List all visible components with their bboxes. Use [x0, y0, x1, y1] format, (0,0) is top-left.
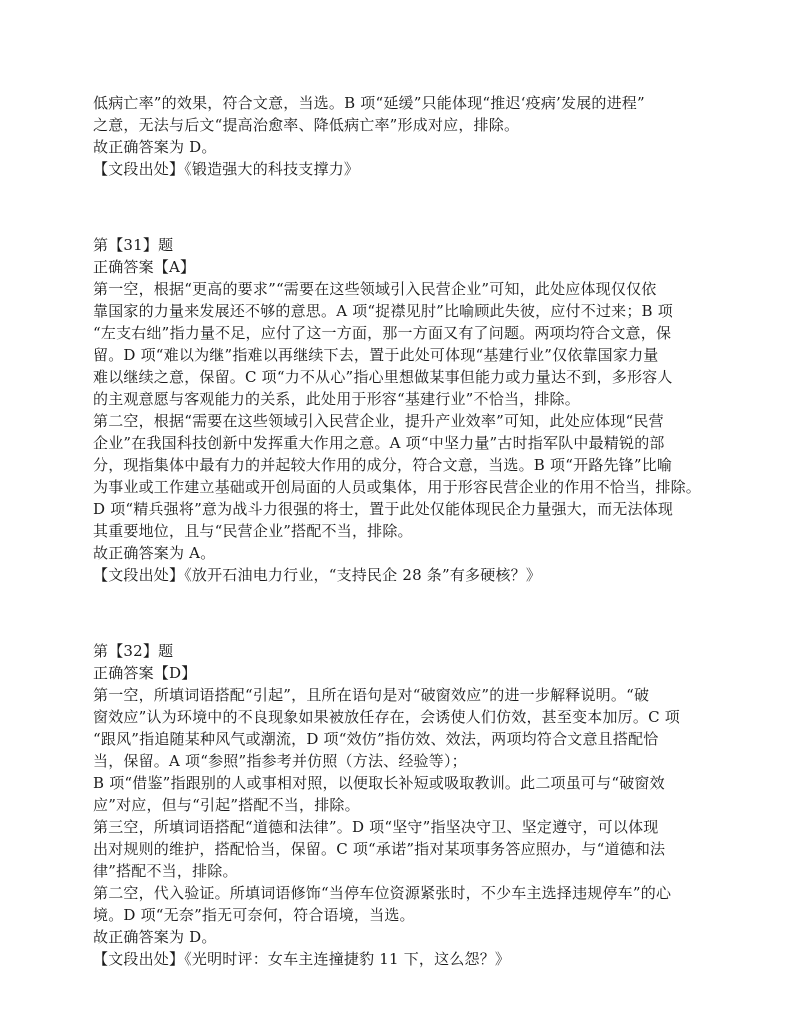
text-line: 窗效应”认为环境中的不良现象如果被放任存在，会诱使人们仿效，甚至变本加厉。C 项 — [93, 708, 680, 726]
text-line: B 项“借鉴”指跟别的人或事相对照，以便取长补短或吸取教训。此二项虽可与“破窗效 — [93, 774, 665, 792]
text-line: 故正确答案为 A。 — [93, 544, 216, 562]
text-line: 之意，无法与后文“提高治愈率、降低病亡率”形成对应，排除。 — [93, 116, 520, 134]
question-31-answer: 正确答案【A】 — [93, 258, 196, 276]
question-32-answer: 正确答案【D】 — [93, 664, 197, 682]
text-line: “左支右绌”指力量不足，应付了这一方面，那一方面又有了问题。两项均符合文意，保 — [93, 324, 672, 342]
text-line: 故正确答案为 D。 — [93, 928, 217, 946]
text-line: 第二空，代入验证。所填词语修饰“当停车位资源紧张时，不少车主选择违规停车”的心 — [93, 884, 672, 902]
text-line: 低病亡率”的效果，符合文意，当选。B 项“延缓”只能体现“推迟‘疫病’发展的进程” — [93, 94, 645, 112]
text-line: 境。D 项“无奈”指无可奈何，符合语境，当选。 — [93, 906, 415, 924]
section-spacer — [93, 180, 715, 234]
text-line: 应”对应，但与“引起”搭配不当，排除。 — [93, 796, 360, 814]
question-31-title: 第【31】题 — [93, 236, 174, 254]
question-31-section — [93, 234, 715, 586]
text-line: 第三空，所填词语搭配“道德和法律”。D 项“坚守”指坚决守卫、坚定遵守，可以体现 — [93, 818, 659, 836]
text-line: “跟风”指追随某种风气或潮流，D 项“效仿”指仿效、效法，两项均符合文意且搭配恰 — [93, 730, 659, 748]
text-line: 第一空，所填词语搭配“引起”，且所在语句是对“破窗效应”的进一步解释说明。“破 — [93, 686, 650, 704]
source-line: 【文段出处】《光明时评：女车主连撞捷豹 11 下，这么怨？》 — [93, 950, 511, 968]
intro-section — [93, 92, 715, 180]
text-line: 出对规则的维护，搭配恰当，保留。C 项“承诺”指对某项事务答应照办，与“道德和法 — [93, 840, 666, 858]
text-line: 靠国家的力量来发展还不够的意思。A 项“捉襟见肘”比喻顾此失彼，应付不过来；B 项 — [93, 302, 673, 320]
text-line: 律”搭配不当，排除。 — [93, 862, 238, 880]
question-32-section — [93, 640, 715, 970]
text-line: 企业”在我国科技创新中发挥重大作用之意。A 项“中坚力量”古时指军队中最精锐的部 — [93, 434, 665, 452]
text-line: 第一空，根据“更高的要求”“需要在这些领域引入民营企业”可知，此处应体现仅仅依 — [93, 280, 657, 298]
text-line: 难以继续之意，保留。C 项“力不从心”指心里想做某事但能力或力量达不到，多形容人 — [93, 368, 673, 386]
source-line: 【文段出处】《锻造强大的科技支撑力》 — [93, 160, 360, 178]
text-line: 第二空，根据“需要在这些领域引入民营企业，提升产业效率”可知，此处应体现“民营 — [93, 412, 664, 430]
text-line: D 项“精兵强将”意为战斗力很强的将士，置于此处仅能体现民企力量强大，而无法体现 — [93, 500, 674, 518]
document-page — [93, 92, 715, 970]
text-line: 其重要地位，且与“民营企业”搭配不当，排除。 — [93, 522, 413, 540]
text-line: 留。D 项“难以为继”指难以再继续下去，置于此处可体现“基建行业”仅依靠国家力量 — [93, 346, 659, 364]
text-line: 为事业或工作建立基础或开创局面的人员或集体，用于形容民营企业的作用不恰当，排除。 — [93, 478, 702, 496]
question-32-title: 第【32】题 — [93, 642, 174, 660]
text-line: 分，现指集体中最有力的并起较大作用的成分，符合文意，当选。B 项“开路先锋”比喻 — [93, 456, 673, 474]
text-line: 故正确答案为 D。 — [93, 138, 217, 156]
source-line: 【文段出处】《放开石油电力行业，“支持民企 28 条”有多硬核？》 — [93, 566, 542, 584]
text-line: 当，保留。A 项“参照”指参考并仿照（方法、经验等）； — [93, 752, 467, 770]
text-line: 的主观意愿与客观能力的关系，此处用于形容“基建行业”不恰当，排除。 — [93, 390, 580, 408]
section-spacer — [93, 586, 715, 640]
